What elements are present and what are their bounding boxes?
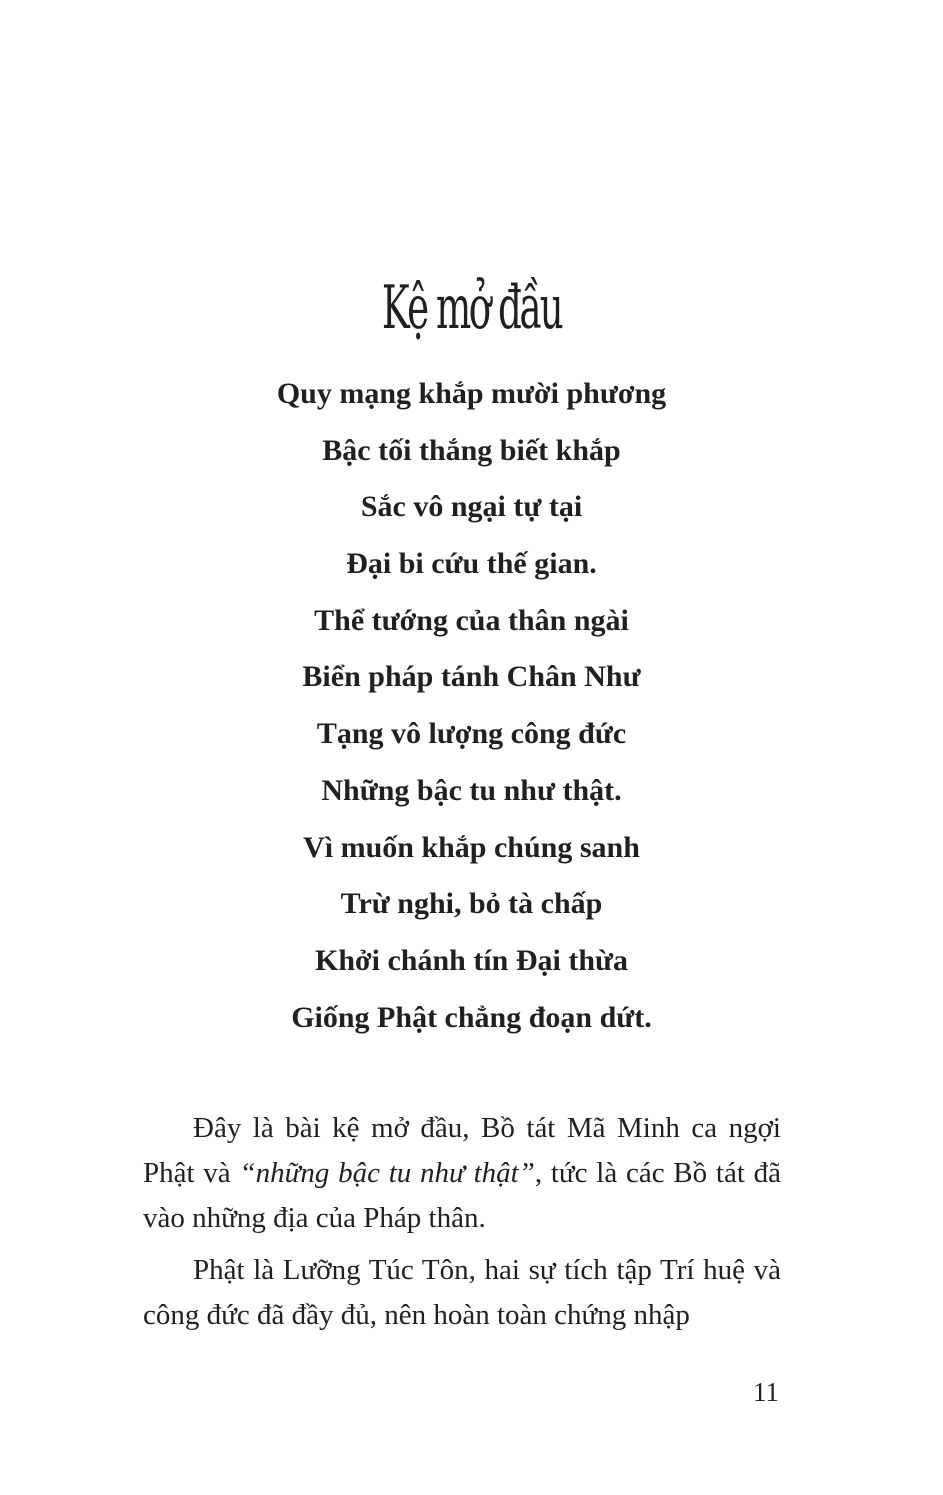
verse-line: Vì muốn khắp chúng sanh [303, 830, 640, 864]
verse-line: Những bậc tu như thật. [321, 773, 622, 807]
verse-line: Bậc tối thắng biết khắp [322, 433, 621, 467]
paragraph-intro [143, 1106, 781, 1241]
verse-line: Khởi chánh tín Đại thừa [314, 943, 629, 977]
paragraph-intro-end: , tức là các Bồ tát đã vào những địa của Pháp thân. [143, 1157, 782, 1234]
verse-line: Thể tướng của thân ngài [314, 603, 629, 637]
page-number: 11 [753, 1377, 779, 1407]
verse-line: Đại bi cứu thế gian. [346, 547, 597, 581]
verse-line: Giống Phật chẳng đoạn dứt. [291, 1000, 652, 1034]
italic-quote: “những bậc tu như thật” [239, 1157, 535, 1189]
verse-line: Trừ nghi, bỏ tà chấp [340, 887, 603, 921]
verse-line: Biển pháp tánh Chân Như [302, 660, 641, 694]
verse-line: Tạng vô lượng công đức [316, 717, 627, 751]
verse-line: Quy mạng khắp mười phương [276, 377, 667, 410]
paragraph-buddha-text: Phật là Lưỡng Túc Tôn, hai sự tích tập Trí huệ và công đức đã đầy đủ, nên hoàn toàn chứng nhập [143, 1254, 781, 1331]
opening-verse [0, 366, 943, 1046]
paragraph-buddha [143, 1248, 781, 1338]
chapter-title: Kệ mở đầu [381, 273, 562, 344]
verse-line: Sắc vô ngại tự tại [360, 490, 583, 524]
paragraph-intro-start: Đây là bài kệ mở đầu, Bồ tát Mã Minh ca ngợi Phật và [143, 1112, 781, 1189]
